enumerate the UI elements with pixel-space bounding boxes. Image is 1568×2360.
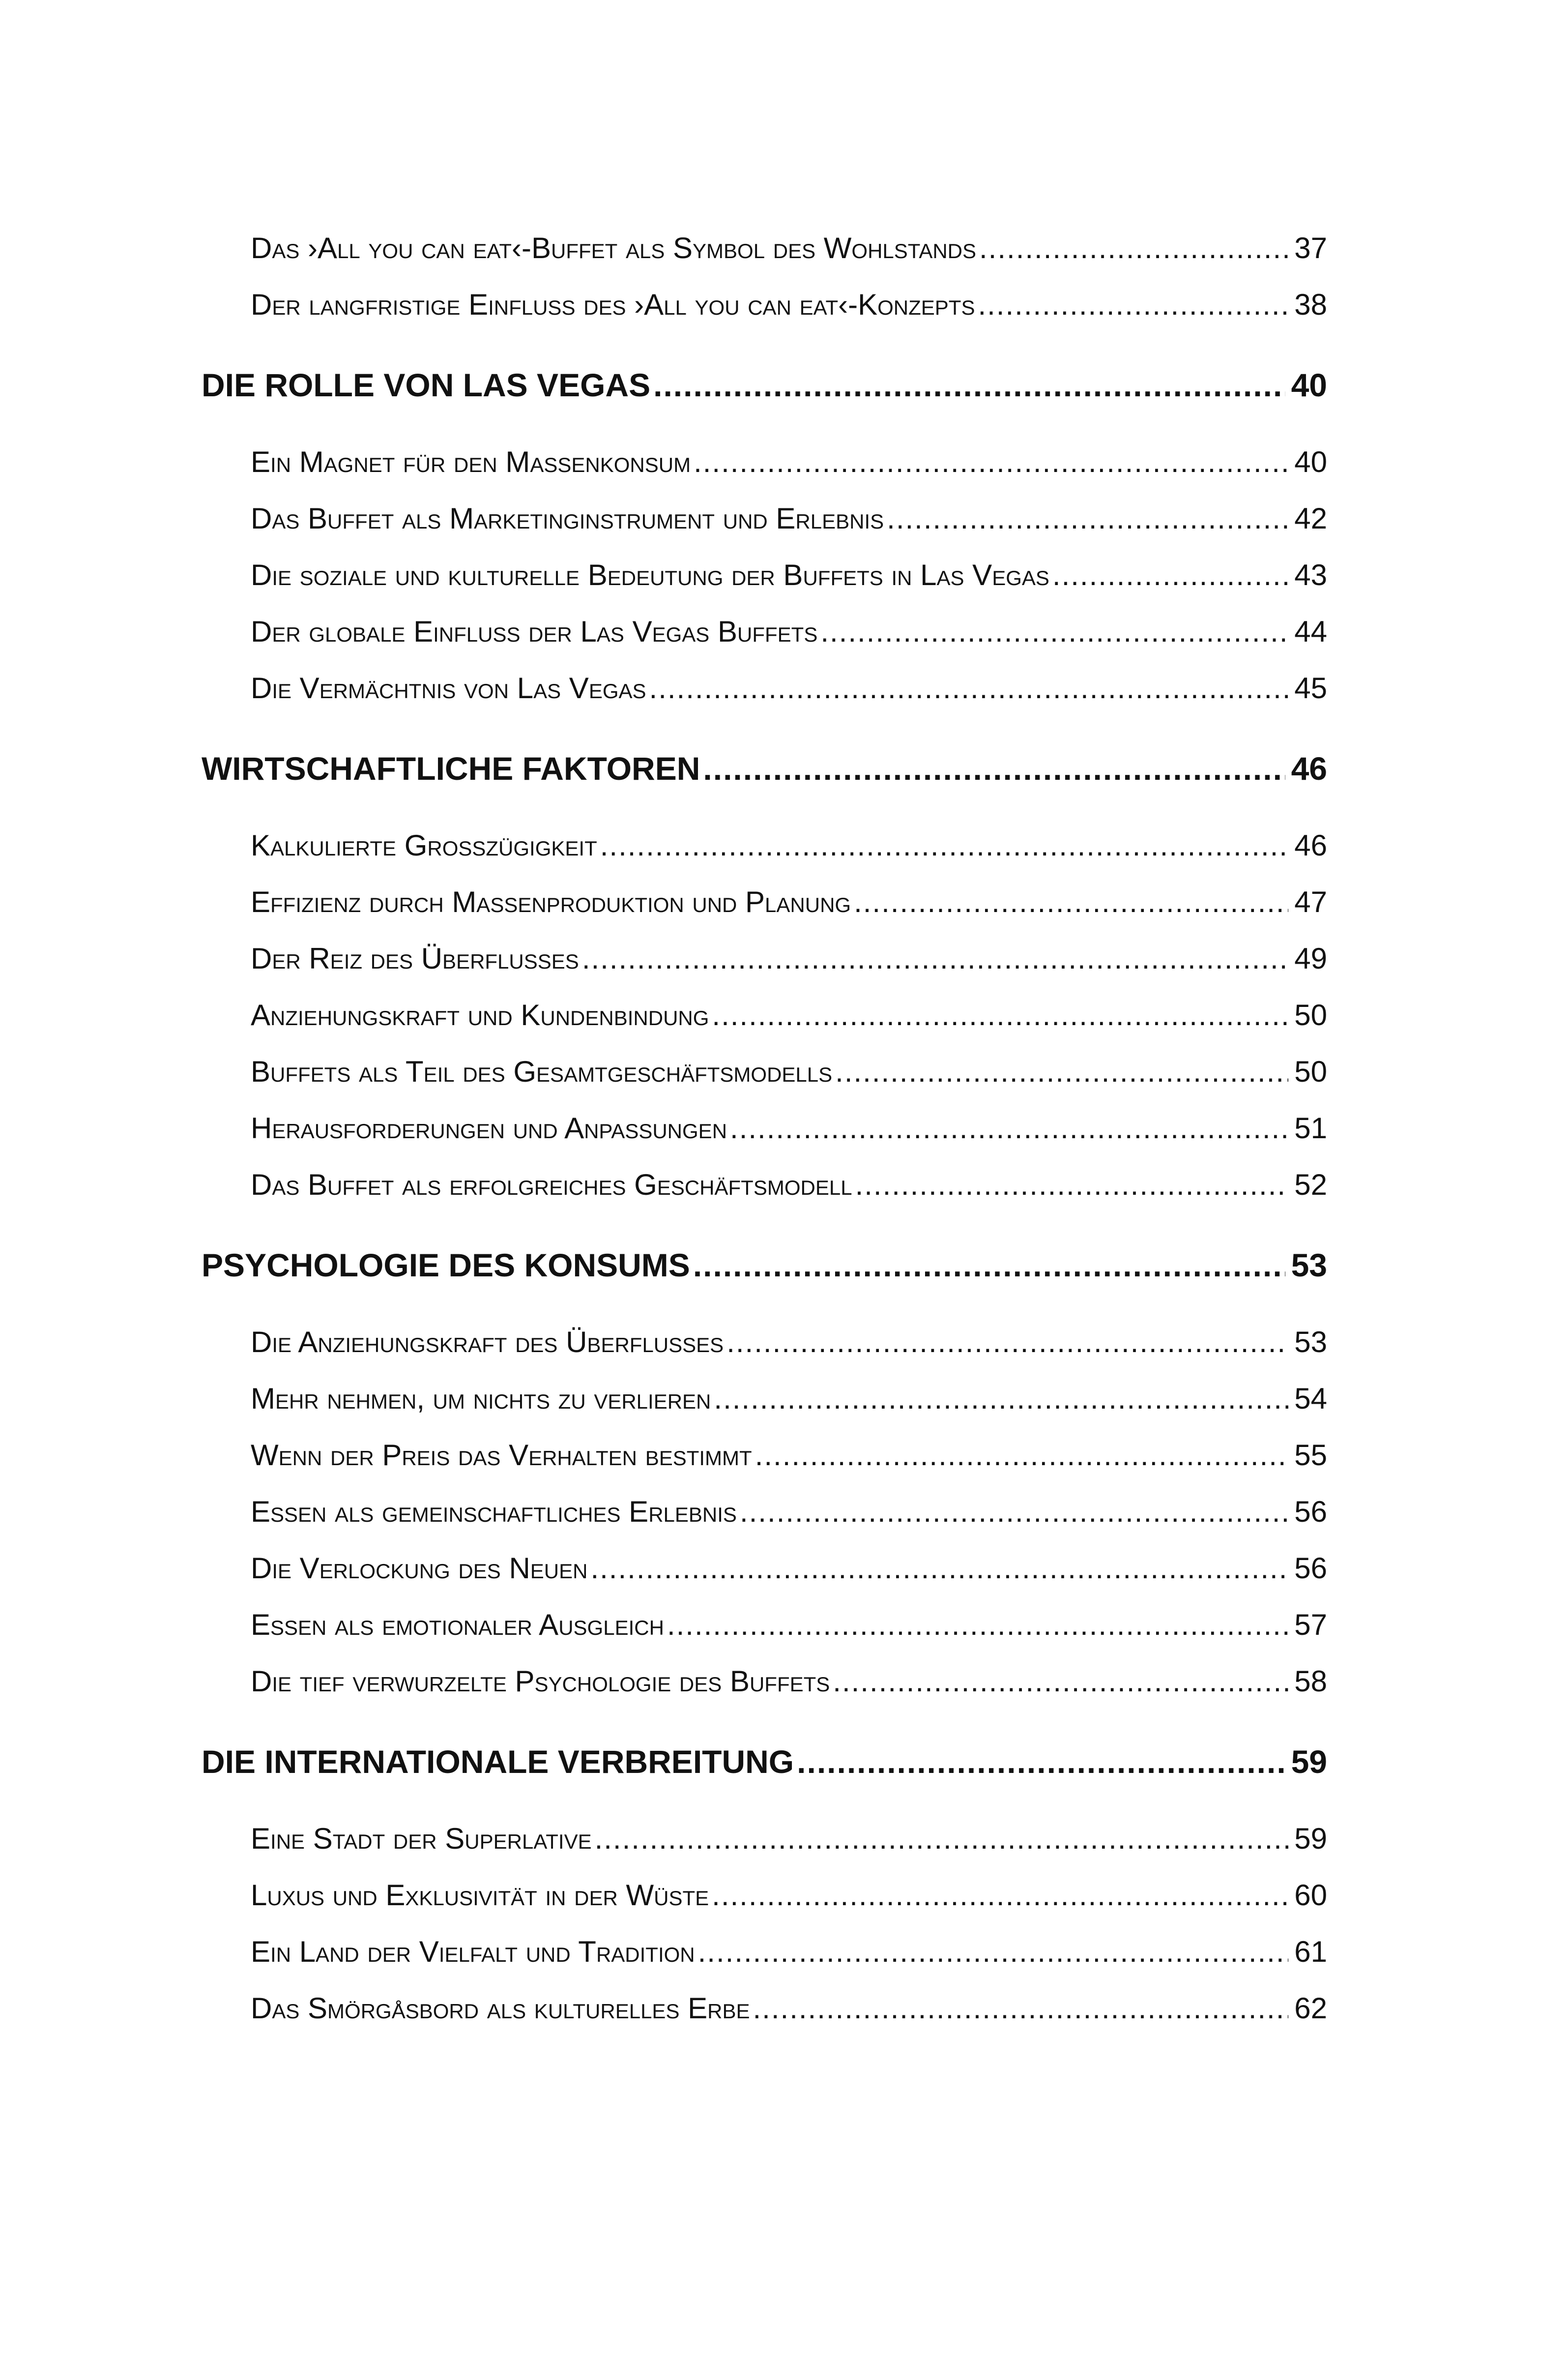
toc-chapter-entry[interactable]: [202, 1743, 1327, 1800]
toc-page-number: 42: [1294, 502, 1327, 535]
dot-leader: [703, 750, 1285, 787]
toc-chapter-entry[interactable]: [202, 1246, 1327, 1303]
dot-leader: [1052, 558, 1288, 592]
toc-section-entry[interactable]: [251, 1055, 1327, 1111]
toc-page-number: 50: [1294, 999, 1327, 1032]
dot-leader: [600, 828, 1289, 862]
dot-leader: [730, 1111, 1288, 1145]
dot-leader: [833, 1664, 1288, 1698]
toc-section-entry[interactable]: [251, 1438, 1327, 1495]
dot-leader: [978, 288, 1288, 322]
toc-page-number: 61: [1294, 1935, 1327, 1968]
toc-page-number: 45: [1294, 672, 1327, 705]
toc-page-number: 43: [1294, 559, 1327, 591]
toc-section-entry[interactable]: [251, 445, 1327, 502]
dot-leader: [667, 1608, 1288, 1642]
toc-entry-title: Eine Stadt der Superlative: [251, 1822, 592, 1855]
toc-chapter-entry[interactable]: [202, 750, 1327, 806]
toc-section-entry[interactable]: [251, 885, 1327, 942]
dot-leader: [694, 445, 1288, 479]
toc-section-entry[interactable]: [251, 942, 1327, 998]
toc-entry-title: Der langfristige Einfluss des ›All you can eat‹-Konzepts: [251, 288, 975, 321]
toc-entry-title: Essen als emotionaler Ausgleich: [251, 1608, 664, 1641]
dot-leader: [693, 1246, 1285, 1284]
toc-section-entry[interactable]: [251, 231, 1327, 288]
dot-leader: [712, 1878, 1288, 1912]
toc-page-number: 46: [1294, 829, 1327, 862]
table-of-contents: [202, 231, 1327, 2048]
toc-page-number: 38: [1294, 288, 1327, 321]
dot-leader: [726, 1325, 1288, 1359]
toc-page-number: 58: [1294, 1665, 1327, 1698]
toc-entry-title: Kalkulierte Großzügigkeit: [251, 829, 597, 862]
toc-section-entry[interactable]: [251, 1111, 1327, 1168]
toc-page-number: 53: [1294, 1326, 1327, 1358]
toc-section-entry[interactable]: [251, 1822, 1327, 1878]
toc-section-entry[interactable]: [251, 1168, 1327, 1224]
toc-section-entry[interactable]: [251, 502, 1327, 558]
toc-section-entry[interactable]: [251, 558, 1327, 615]
toc-section-entry[interactable]: [251, 828, 1327, 885]
toc-page-number: 44: [1294, 615, 1327, 648]
toc-entry-title: Das ›All you can eat‹-Buffet als Symbol des Wohlstands: [251, 232, 977, 265]
toc-page-number: 40: [1294, 445, 1327, 478]
dot-leader: [855, 1168, 1289, 1202]
toc-entry-title: WIRTSCHAFTLICHE FAKTOREN: [202, 750, 700, 787]
dot-leader: [714, 1382, 1288, 1416]
dot-leader: [712, 998, 1288, 1032]
toc-section-entry[interactable]: [251, 1664, 1327, 1721]
toc-section-entry[interactable]: [251, 1935, 1327, 1991]
toc-entry-title: Anziehungskraft und Kundenbindung: [251, 999, 709, 1032]
toc-page-number: 52: [1294, 1168, 1327, 1201]
toc-entry-title: Ein Magnet für den Massenkonsum: [251, 445, 691, 478]
toc-entry-title: Die Anziehungskraft des Überflusses: [251, 1326, 724, 1358]
toc-page-number: 54: [1294, 1382, 1327, 1415]
dot-leader: [649, 671, 1289, 705]
toc-entry-title: Die soziale und kulturelle Bedeutung der Buffets in Las Vegas: [251, 559, 1049, 591]
dot-leader: [820, 615, 1288, 649]
toc-section-entry[interactable]: [251, 1608, 1327, 1664]
toc-entry-title: Die Verlockung des Neuen: [251, 1552, 588, 1585]
toc-page-number: 47: [1294, 885, 1327, 918]
toc-entry-title: Der globale Einfluss der Las Vegas Buffets: [251, 615, 818, 648]
toc-section-entry[interactable]: [251, 1325, 1327, 1382]
toc-section-entry[interactable]: [251, 998, 1327, 1055]
toc-entry-title: Herausforderungen und Anpassungen: [251, 1112, 727, 1145]
toc-entry-title: Essen als gemeinschaftliches Erlebnis: [251, 1495, 737, 1528]
dot-leader: [595, 1822, 1289, 1856]
toc-section-entry[interactable]: [251, 288, 1327, 344]
dot-leader: [653, 366, 1285, 404]
dot-leader: [979, 231, 1288, 265]
toc-page-number: 51: [1294, 1112, 1327, 1145]
toc-page-number: 46: [1291, 750, 1327, 787]
dot-leader: [887, 502, 1288, 535]
toc-entry-title: Das Buffet als erfolgreiches Geschäftsmodell: [251, 1168, 852, 1201]
toc-page-number: 40: [1291, 367, 1327, 403]
toc-entry-title: Mehr nehmen, um nichts zu verlieren: [251, 1382, 711, 1415]
toc-page-number: 56: [1294, 1552, 1327, 1585]
toc-entry-title: DIE INTERNATIONALE VERBREITUNG: [202, 1743, 794, 1780]
toc-page-number: 49: [1294, 942, 1327, 975]
toc-entry-title: PSYCHOLOGIE DES KONSUMS: [202, 1247, 690, 1283]
toc-section-entry[interactable]: [251, 1495, 1327, 1551]
toc-page-number: 50: [1294, 1055, 1327, 1088]
toc-chapter-entry[interactable]: [202, 366, 1327, 423]
dot-leader: [755, 1438, 1289, 1472]
toc-page-number: 55: [1294, 1439, 1327, 1472]
toc-section-entry[interactable]: [251, 1991, 1327, 2048]
toc-entry-title: Der Reiz des Überflusses: [251, 942, 579, 975]
dot-leader: [590, 1551, 1288, 1585]
toc-page-number: 37: [1294, 232, 1327, 265]
toc-page-number: 59: [1294, 1822, 1327, 1855]
toc-section-entry[interactable]: [251, 1878, 1327, 1935]
toc-page-number: 62: [1294, 1992, 1327, 2025]
dot-leader: [835, 1055, 1288, 1089]
toc-entry-title: Wenn der Preis das Verhalten bestimmt: [251, 1439, 752, 1472]
dot-leader: [753, 1991, 1289, 2025]
dot-leader: [854, 885, 1288, 919]
toc-page-number: 53: [1291, 1247, 1327, 1283]
toc-entry-title: Buffets als Teil des Gesamtgeschäftsmodells: [251, 1055, 833, 1088]
toc-entry-title: Die Vermächtnis von Las Vegas: [251, 672, 646, 705]
toc-section-entry[interactable]: [251, 1551, 1327, 1608]
dot-leader: [698, 1935, 1289, 1969]
toc-section-entry[interactable]: [251, 1382, 1327, 1438]
toc-page-number: 60: [1294, 1879, 1327, 1912]
toc-page-number: 57: [1294, 1608, 1327, 1641]
toc-section-entry[interactable]: [251, 671, 1327, 728]
toc-entry-title: DIE ROLLE VON LAS VEGAS: [202, 367, 651, 403]
dot-leader: [582, 942, 1288, 975]
toc-page-number: 56: [1294, 1495, 1327, 1528]
toc-entry-title: Ein Land der Vielfalt und Tradition: [251, 1935, 695, 1968]
dot-leader: [797, 1743, 1285, 1780]
toc-entry-title: Die tief verwurzelte Psychologie des Buffets: [251, 1665, 830, 1698]
toc-entry-title: Das Buffet als Marketinginstrument und Erlebnis: [251, 502, 884, 535]
toc-entry-title: Luxus und Exklusivität in der Wüste: [251, 1879, 709, 1912]
toc-section-entry[interactable]: [251, 615, 1327, 671]
toc-entry-title: Das Smörgåsbord als kulturelles Erbe: [251, 1992, 750, 2025]
toc-entry-title: Effizienz durch Massenproduktion und Planung: [251, 885, 851, 918]
dot-leader: [740, 1495, 1288, 1529]
toc-page-number: 59: [1291, 1743, 1327, 1780]
